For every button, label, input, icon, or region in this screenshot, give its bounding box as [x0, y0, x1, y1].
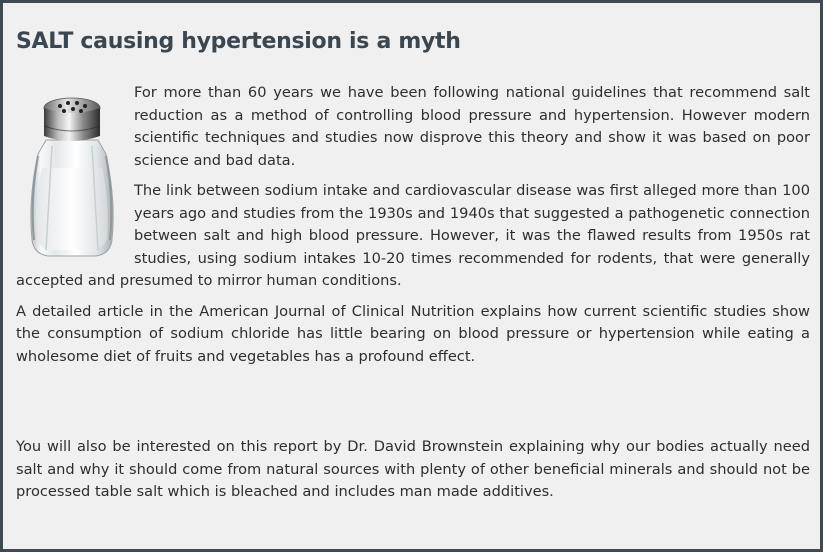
paragraph-1: For more than 60 years we have been following national guidelines that recommend salt reduction as a method of controlling blood pressure and hypertension. However modern scientific techniques and studies now disprove this theory and show it was based on poor science and bad data. [134, 84, 810, 169]
paragraph-2: The link between sodium intake and cardiovascular disease was first alleged more than 100 years ago and studies from the 1930s and 1940s that suggested a pathogenetic connection between salt and high blood pressure. However, it was the flawed results from 1950s rat studies, using sodium intakes 10-20 times recommended for rodents, that were generally accepted and presumed to mirror human conditions. [16, 182, 810, 289]
article-body [16, 82, 810, 512]
salt-shaker-icon [16, 90, 128, 262]
paragraph-spacer [16, 376, 810, 436]
article-title: SALT causing hypertension is a myth [16, 29, 461, 54]
paragraph-3: A detailed article in the American Journal of Clinical Nutrition explains how current scientific studies show the consumption of sodium chloride has little bearing on blood pressure or hypertension while eating a wholesome diet of fruits and vegetables has a profound effect. [16, 302, 810, 365]
paragraph-4: You will also be interested on this report by Dr. David Brownstein explaining why our bodies actually need salt and why it should come from natural sources with plenty of other beneficial minerals and should not be processed table salt which is bleached and includes man made additives. [16, 438, 810, 500]
